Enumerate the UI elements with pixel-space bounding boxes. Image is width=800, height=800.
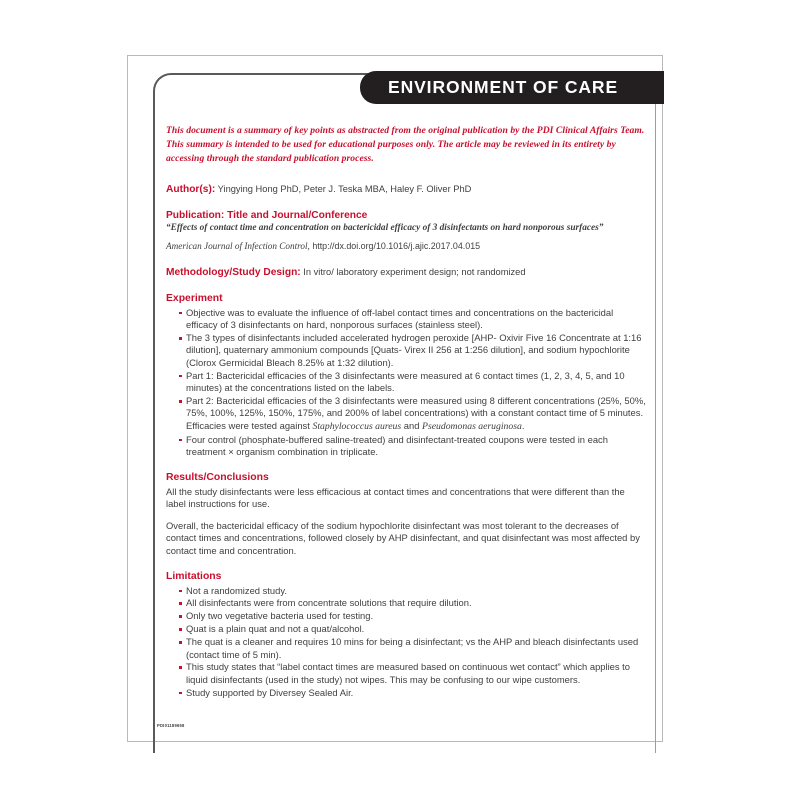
results-heading: Results/Conclusions xyxy=(166,471,269,483)
experiment-section xyxy=(166,292,646,459)
part2-organism-2: Pseudomonas aeruginosa xyxy=(422,420,522,432)
footer-document-code: PDI01189658 xyxy=(157,723,185,728)
publication-heading: Publication: Title and Journal/Conference xyxy=(166,209,368,221)
list-item: This study states that “label contact times are measured based on continuous wet contact” which applies to liquid disinfectants (used in the study) not wipes. This may be confusing to our wipe customers. xyxy=(179,661,646,686)
methodology-label: Methodology/Study Design: xyxy=(166,266,301,278)
publication-block xyxy=(166,209,646,253)
decorative-right-rule xyxy=(655,86,656,753)
results-section xyxy=(166,471,646,558)
list-item: All disinfectants were from concentrate solutions that require dilution. xyxy=(179,597,646,609)
list-item: Quat is a plain quat and not a quat/alcohol. xyxy=(179,623,646,635)
limitations-section xyxy=(166,570,646,700)
limitations-heading: Limitations xyxy=(166,570,222,582)
banner-title: ENVIRONMENT OF CARE xyxy=(388,77,619,97)
experiment-bullet-list xyxy=(166,307,646,459)
header-banner xyxy=(360,71,664,104)
document-page xyxy=(127,55,663,742)
authors-label: Author(s): xyxy=(166,183,216,195)
part2-suffix: . xyxy=(521,419,525,431)
list-item: Not a randomized study. xyxy=(179,585,646,597)
methodology-line xyxy=(166,266,646,279)
list-item: Objective was to evaluate the influence of off-label contact times and concentrations on the bactericidal efficacy of 3 disinfectants on hard, nonporous surfaces (stainless steel). xyxy=(179,307,646,332)
publication-journal-line xyxy=(166,239,646,253)
experiment-heading: Experiment xyxy=(166,292,223,304)
authors-line xyxy=(166,183,646,196)
part2-organism-1: Staphylococcus aureus xyxy=(312,420,402,432)
list-item: Only two vegetative bacteria used for testing. xyxy=(179,610,646,622)
list-item: Four control (phosphate-buffered saline-treated) and disinfectant-treated coupons were tested in each treatment × organism combination in triplicate. xyxy=(179,434,646,459)
publication-title: “Effects of contact time and concentration on bactericidal efficacy of 3 disinfectants on hard nonporous surfaces” xyxy=(166,223,604,234)
list-item: Part 1: Bactericidal efficacies of the 3 disinfectants were measured at 6 contact times (1, 2, 3, 4, 5, and 10 minutes) at the concentrations listed on the labels. xyxy=(179,370,646,395)
results-paragraph: Overall, the bactericidal efficacy of the sodium hypochlorite disinfectant was most tolerant to the decreases of contact times and concentrations, followed closely by AHP disinfectant, and quat disinfectant was most affected by contact time and concentration. xyxy=(166,519,640,556)
part2-prefix: Part 2: Bactericidal efficacies of the 3 disinfectants were measured using 8 different concentrations (25%, 50%, 75%, 100%, 125%, 150%, 175%, and 200% of label concentrations) with a constant contact time of 5 minutes. Efficacies were tested against xyxy=(186,395,646,431)
list-item xyxy=(179,395,646,433)
list-item: The quat is a cleaner and requires 10 mins for being a disinfectant; vs the AHP and bleach disinfectants used (contact time of 5 min). xyxy=(179,636,646,661)
list-item: Study supported by Diversey Sealed Air. xyxy=(179,687,646,699)
journal-name: American Journal of Infection Control, xyxy=(166,240,310,251)
part2-mid: and xyxy=(401,419,423,431)
list-item: The 3 types of disinfectants included accelerated hydrogen peroxide [AHP- Oxivir Five 16 Concentrate at 1:16 dilution], quaternary ammonium compounds [Quats- Virex II 256 at 1:256 dilution], and sodium hypochlorite (Clorox Germicidal Bleach 8.25% at 1:32 dilution). xyxy=(179,332,646,369)
results-paragraph: All the study disinfectants were less efficacious at contact times and concentrations that were different than the label instructions for use. xyxy=(166,485,625,510)
methodology-value: In vitro/ laboratory experiment design; not randomized xyxy=(303,266,526,277)
document-content xyxy=(166,124,646,711)
journal-doi: http://dx.doi.org/10.1016/j.ajic.2017.04.015 xyxy=(312,240,481,251)
intro-disclaimer: This document is a summary of key points as abstracted from the original publication by the PDI Clinical Affairs Team. This summary is intended to be used for educational purposes only. The article may be reviewed in its entirety by accessing through the standard publication process. xyxy=(166,125,645,165)
limitations-bullet-list xyxy=(166,585,646,700)
authors-value: Yingying Hong PhD, Peter J. Teska MBA, Haley F. Oliver PhD xyxy=(217,183,472,194)
